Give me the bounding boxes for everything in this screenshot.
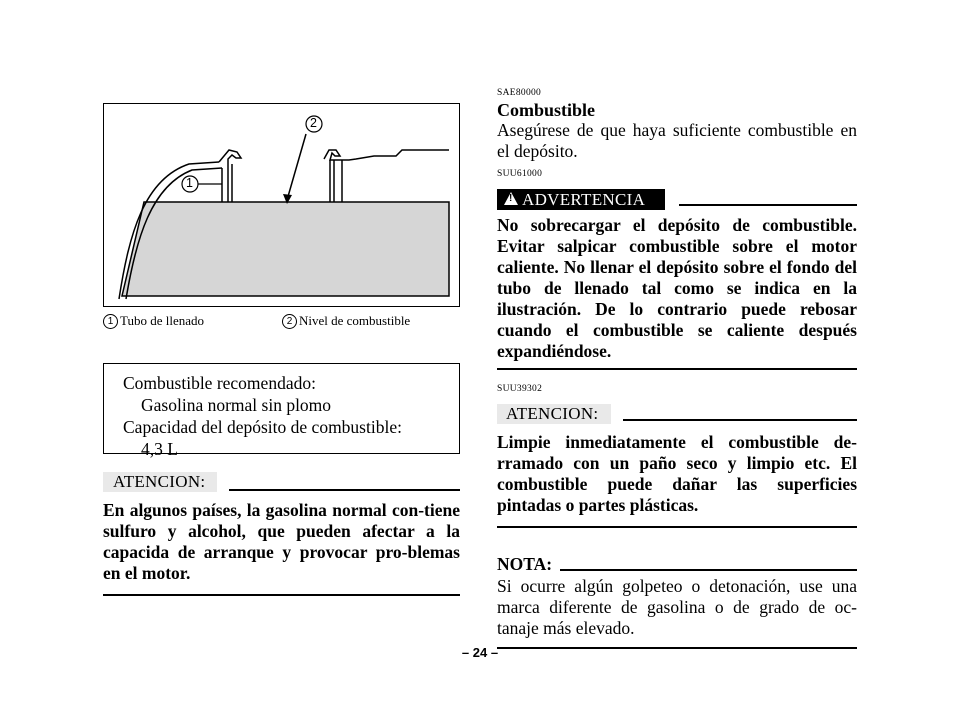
- right-caution-bottom-rule: [497, 526, 857, 528]
- warning-header-rule: [679, 204, 857, 206]
- fuel-spec-line-1: Combustible recomendado:: [123, 373, 316, 393]
- fuel-tank-illustration: [103, 103, 460, 307]
- fuel-spec-line-2: Gasolina normal sin plomo: [141, 395, 332, 415]
- ref-code-1: SAE80000: [497, 88, 542, 98]
- right-caution-text: Limpie inmediatamente el combustible de-rramado con un paño seco y limpio etc. El combustible puede dañar las superficies pintadas o partes plásticas.: [497, 432, 857, 515]
- caption-1: [103, 313, 204, 329]
- callout-2-leader: [287, 134, 306, 200]
- caption-1-number: 1: [103, 314, 118, 329]
- page-number: – 24 –: [461, 645, 499, 660]
- filler-cap: [324, 150, 449, 160]
- right-column: [497, 88, 857, 649]
- right-caution-header-rule: [623, 419, 857, 421]
- warning-header: [497, 189, 857, 213]
- fuel-spec-box: [103, 363, 460, 459]
- ref-code-3: SUU39302: [497, 384, 543, 394]
- left-caution-bottom-rule: [103, 594, 460, 596]
- warning-label: ADVERTENCIA: [522, 190, 646, 209]
- fuel-level-area: [122, 202, 449, 296]
- right-caution-header: [497, 404, 857, 426]
- section-intro: Asegúrese de que haya suficiente combustible en el depósito.: [497, 120, 857, 161]
- caption-1-text: Tubo de llenado: [120, 313, 205, 328]
- caption-2-text: Nivel de combustible: [299, 313, 411, 328]
- fuel-tank-drawing: [104, 104, 460, 307]
- nota-text: Si ocurre algún golpeteo o detonación, use una marca diferente de gasolina o de grado de oc-tanaje más elevado.: [497, 576, 857, 638]
- ref-code-2: SUU61000: [497, 169, 543, 179]
- left-caution-block: [103, 472, 460, 596]
- left-caution-header-rule: [229, 489, 460, 491]
- right-caution-label: ATENCION:: [506, 404, 599, 423]
- fuel-spec-line-3: Capacidad del depósito de combustible:: [123, 417, 402, 437]
- nota-label: NOTA:: [497, 554, 553, 574]
- left-caution-text: En algunos países, la gasolina normal con-tiene sulfuro y alcohol, que pueden afectar a la capacida de arranque y provocar pro-blemas en el motor.: [103, 500, 460, 583]
- callout-2: 2: [310, 116, 317, 130]
- fuel-spec-line-4: 4,3 L: [141, 439, 178, 459]
- warning-text: No sobrecargar el depósito de combustible. Evitar salpicar combustible sobre el motor caliente. No llenar el depósito sobre el fondo del tubo de llenado tal como se indica en la ilustración. De lo contrario puede rebosar cuando el combustible se caliente después expandiéndose.: [497, 215, 857, 361]
- nota-header: [497, 554, 857, 576]
- caption-2-number: 2: [282, 314, 297, 329]
- exclamation-icon: !: [509, 193, 513, 204]
- section-title: Combustible: [497, 100, 596, 120]
- caption-2: [282, 313, 410, 329]
- callout-1: 1: [186, 176, 193, 190]
- nota-header-rule: [560, 569, 857, 571]
- left-caution-label: ATENCION:: [113, 472, 206, 491]
- warning-bottom-rule: [497, 368, 857, 370]
